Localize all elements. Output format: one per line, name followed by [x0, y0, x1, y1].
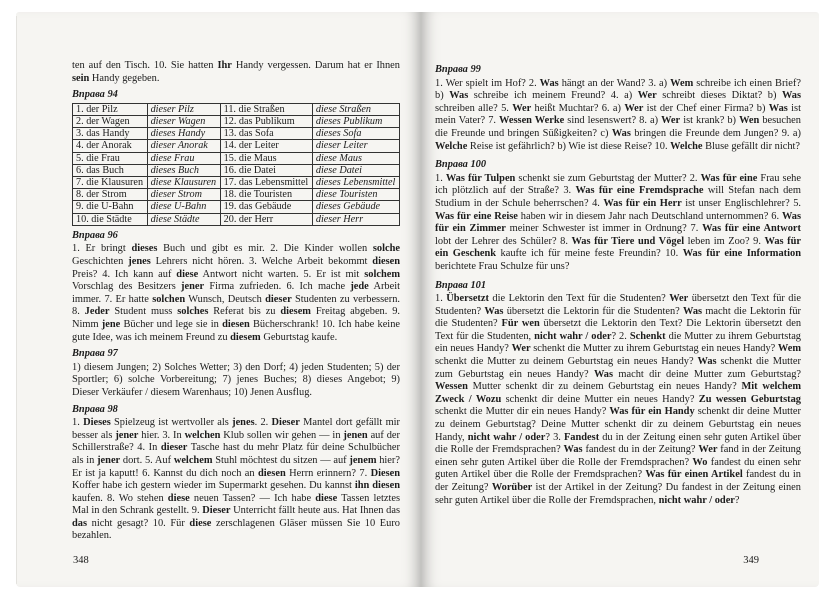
table-cell: 16. die Datei — [220, 164, 312, 176]
table-cell: dieses Publikum — [312, 115, 399, 127]
table-row — [73, 201, 400, 213]
paragraph-intro: ten auf den Tisch. 10. Sie hatten Ihr Handy vergessen. Darum hat er Ihnen sein Handy gegeben. — [72, 60, 400, 84]
exercise-94-title: Вправа 94 — [72, 89, 118, 101]
table-cell: 14. der Leiter — [220, 140, 312, 152]
bold-word: Was — [563, 444, 583, 456]
exercise-97-title: Вправа 97 — [72, 348, 118, 360]
bold-word: diese — [176, 268, 199, 280]
table-row — [73, 140, 400, 152]
bold-word: jenen — [343, 429, 368, 441]
table-cell: diese Touristen — [312, 189, 399, 201]
left-page-content — [72, 60, 400, 543]
bold-word: Was für eine Fremdsprache — [575, 185, 704, 197]
table-cell: dieser Wagen — [147, 115, 220, 127]
table-cell: 19. das Gebäude — [220, 201, 312, 213]
table-cell: 5. die Frau — [73, 152, 148, 164]
bold-word: Was für Tiere und Vögel — [571, 235, 685, 247]
bold-word: jenes — [128, 256, 151, 267]
bold-word: solche — [372, 243, 400, 255]
bold-word: jener — [115, 429, 139, 441]
table-cell: 7. die Klausuren — [73, 177, 148, 189]
bold-word: Wen — [739, 115, 760, 127]
right-page — [421, 12, 819, 587]
table-row — [73, 103, 400, 115]
table-row — [73, 152, 400, 164]
exercise-94-table — [72, 103, 400, 226]
table-cell: dieses Sofa — [312, 128, 399, 140]
bold-word: dieses — [131, 243, 158, 255]
bold-word: diese — [315, 492, 338, 504]
table-cell: dieser Herr — [312, 213, 399, 225]
bold-word: jenem — [349, 454, 377, 466]
bold-word: Wer — [661, 115, 681, 127]
bold-word: welchen — [184, 429, 221, 441]
bold-word: Was für ein Zimmer — [435, 210, 801, 235]
bold-word: Was — [449, 90, 469, 102]
table-cell: diese Klausuren — [147, 177, 220, 189]
bold-word: Was für eine Reise — [435, 210, 518, 222]
page-edge — [16, 16, 17, 584]
bold-word: Wer — [511, 343, 531, 355]
table-cell: 18. die Touristen — [220, 189, 312, 201]
bold-word: diese — [189, 517, 212, 529]
bold-word: sein — [72, 72, 90, 84]
bold-word: Welche — [435, 140, 468, 152]
bold-word: Was — [484, 305, 504, 317]
bold-word: jenes — [232, 417, 255, 429]
table-cell: dieses Handy — [147, 128, 220, 140]
table-row — [73, 115, 400, 127]
table-cell: dieses Buch — [147, 164, 220, 176]
exercise-96-text: 1. Er bringt dieses Buch und gibt es mir. 2. Die Kinder wollen solche Geschichten jenes Lehrers nicht hören. 3. Welche Arbeit bekommt diesen Preis? 4. Ich kann auf diese Antwort nicht warten. 5. Er ist mit solchem Vorschlag des Besitzers jener Firma zufrieden. 6. Ich mache jede Arbeit immer. 7. Er hatte solchen Wunsch, Deutsch dieser Studenten zu verbessern. 8. Jeder Student muss solches Referat bis zu diesem Freitag abgeben. 9. Nimm jene Bücher und lege sie in diesen Bücherschrank! 10. Ich habe keine gute Idee, was ich meinem Freund zu diesem Geburtstag kaufe. — [72, 243, 401, 343]
bold-word: Was — [593, 368, 614, 380]
exercise-97-text: 1) diesem Jungen; 2) Solches Wetter; 3) den Dorf; 4) jeden Studenten; 5) der Sportler; 6) solche Vorbereitung; 7) jenes Buches; 8) dieses Angebot; 9) Dieser Verkäufer / diesem Warenhaus; 10) Jenen Ausflug. — [72, 361, 400, 398]
bold-word: Jeder — [84, 306, 110, 318]
table-row — [73, 213, 400, 225]
bold-word: Wer — [698, 444, 718, 456]
bold-word: Dieser — [202, 505, 231, 517]
bold-word: Was für ein Handy — [609, 406, 695, 418]
bold-word: Dieser — [271, 417, 300, 429]
exercise-99-title: Вправа 99 — [435, 64, 481, 75]
bold-word: Was — [781, 90, 802, 102]
table-cell: 12. das Publikum — [220, 115, 312, 127]
table-cell: dieser Anorak — [147, 140, 220, 152]
bold-word: jener — [181, 281, 205, 293]
bold-word: diesen — [372, 256, 401, 267]
bold-word: dieser — [265, 293, 292, 305]
bold-word: nicht wahr / oder — [534, 330, 612, 342]
bold-word: jene — [101, 318, 121, 330]
exercise-98-text: 1. Dieses Spielzeug ist wertvoller als jenes. 2. Dieser Mantel dort gefällt mir besser als jener hier. 3. In welchen Klub sollen wir gehen — in jenen auf der Schillerstraße? 4. In dieser Tasche hast du mehr Platz für deine Schulbücher als in jener dort. 5. Auf welchem Stuhl möchtest du sitzen — auf jenem hier? Er ist ja kaputt! 6. Kannst du dich noch an diesen Herrn erinnern? 7. Diesen Koffer habe ich gestern wieder im Supermarkt gesehen. Du kannst ihn diesen kaufen. 8. Wo stehen diese neuen Tassen? — Ich habe diese Tassen letztes Mal in den Schrank gestellt. 9. Dieser Unterricht fällt heute aus. Hat Ihnen das das nicht gesagt? 10. Für diese zerschlagenen Gläser müssen Sie 10 Euro bezahlen. — [72, 417, 401, 542]
exercise-101-title: Вправа 101 — [435, 279, 487, 291]
bold-word: solchen — [152, 293, 186, 305]
bold-word: Was für eine Antwort — [702, 223, 802, 235]
bold-word: Was für ein Herr — [603, 197, 682, 209]
table-cell: dieser Strom — [147, 189, 220, 201]
bold-word: Dieses — [83, 417, 111, 429]
bold-word: Was — [539, 77, 559, 89]
page-number-right: 349 — [743, 555, 759, 566]
table-cell: 4. der Anorak — [73, 140, 148, 152]
bold-word: solchem — [364, 268, 400, 280]
table-cell: diese Frau — [147, 152, 220, 164]
bold-word: Was — [768, 102, 788, 114]
bold-word: Was — [697, 356, 717, 368]
bold-word: dieser — [160, 442, 188, 454]
bold-word: jede — [350, 281, 369, 293]
table-cell: 13. das Sofa — [220, 128, 312, 140]
table-cell: 10. die Städte — [73, 213, 148, 225]
bold-word: ihn diesen — [354, 480, 400, 492]
bold-word: Fandest — [563, 431, 600, 443]
bold-word: Was für Tulpen — [445, 172, 516, 184]
table-cell: 2. der Wagen — [73, 115, 148, 127]
bold-word: diesem — [280, 306, 311, 318]
bold-word: solches — [177, 306, 209, 318]
bold-word: Diesen — [370, 467, 400, 479]
bold-word: Wem — [670, 77, 694, 89]
page-number-left: 348 — [73, 555, 89, 566]
bold-word: Worüber — [491, 482, 533, 493]
bold-word: diesen — [222, 318, 250, 330]
bold-word: Wem — [777, 343, 801, 355]
table-cell: diese Städte — [147, 213, 220, 225]
bold-word: Zu wessen Geburtstag — [698, 393, 802, 405]
table-cell: 3. das Handy — [73, 128, 148, 140]
bold-word: Was — [611, 127, 631, 139]
table-cell: 9. die U-Bahn — [73, 201, 148, 213]
table-cell: dieser Pilz — [147, 103, 220, 115]
table-row — [73, 164, 400, 176]
bold-word: Wer — [512, 102, 532, 114]
bold-word: nicht wahr / oder — [658, 494, 735, 506]
bold-word: diesen — [258, 467, 286, 479]
table-cell: diese U-Bahn — [147, 201, 220, 213]
table-cell: dieser Leiter — [312, 140, 399, 152]
bold-word: Mit welchem Zweck / Wozu — [435, 381, 801, 405]
bold-word: Schenkt — [629, 330, 666, 342]
exercise-98-title: Вправа 98 — [72, 403, 118, 415]
bold-word: Was für eine Information — [682, 248, 801, 260]
left-page — [16, 12, 421, 587]
bold-word: diesem — [230, 331, 261, 343]
bold-word: diese — [167, 492, 190, 504]
table-cell: diese Straßen — [312, 103, 399, 115]
bold-word: Übersetzt — [446, 293, 489, 305]
table-cell: 1. der Pilz — [73, 103, 148, 115]
bold-word: Was für einen Artikel — [645, 469, 743, 481]
open-book — [16, 12, 822, 594]
table-row — [73, 189, 400, 201]
table-cell: dieses Gebäude — [312, 201, 399, 213]
bold-word: Wo — [692, 456, 708, 468]
table-cell: diese Datei — [312, 164, 399, 176]
table-row — [73, 128, 400, 140]
bold-word: Für wen — [501, 318, 540, 330]
bold-word: Wer — [669, 293, 689, 305]
bold-word: Wer — [624, 102, 644, 114]
right-page-content — [435, 64, 801, 507]
bold-word: Wessen Werke — [499, 115, 565, 127]
table-cell: diese Maus — [312, 152, 399, 164]
bold-word: jener — [97, 454, 121, 466]
bold-word: welchem — [173, 454, 213, 466]
exercise-96-title: Вправа 96 — [72, 229, 118, 241]
bold-word: Welche — [670, 140, 703, 152]
table-cell: 17. das Lebensmittel — [220, 177, 312, 189]
exercise-99-text: 1. Wer spielt im Hof? 2. Was hängt an der Wand? 3. a) Wem schreibe ich einen Brief? b) Was schreibe ich meinem Freund? 4. a) Wer schreibt dieses Diktat? b) Was schreiben alle? 5. Wer heißt Muchtar? 6. a) Wer ist der Chef einer Firma? b) Was ist mein Vater? 7. Wessen Werke sind lesenswert? 8. a) Wer ist krank? b) Wen besuchen die Freunde und bringen Süßigkeiten? c) Was bringen die Freunde dem Jungen? 9. a) Welche Reise ist gefährlich? b) Wie ist diese Reise? 10. Welche Bluse gefällt dir nicht? — [435, 77, 802, 152]
table-row — [73, 177, 400, 189]
bold-word: Wer — [637, 90, 657, 102]
bold-word: Was — [683, 305, 703, 317]
table-cell: 20. der Herr — [220, 213, 312, 225]
bold-word: Was für eine — [700, 172, 758, 184]
exercise-100-title: Вправа 100 — [435, 159, 487, 171]
table-cell: 15. die Maus — [220, 152, 312, 164]
bold-word: Was für ein Geschenk — [435, 235, 801, 260]
table-cell: 6. das Buch — [73, 164, 148, 176]
table-cell: 8. der Strom — [73, 189, 148, 201]
bold-word: Ihr — [217, 60, 232, 71]
bold-word: das — [72, 517, 88, 529]
exercise-100-text: 1. Was für Tulpen schenkt sie zum Geburtstag der Mutter? 2. Was für eine Frau sehe ich plötzlich auf der Straße? 3. Was für eine Fremdsprache will Stefan nach dem Studium in der Schule beherrschen? 4. Was für ein Herr ist unser Englischlehrer? 5. Was für eine Reise haben wir in diesem Jahr nach Deutschland unternommen? 6. Was für ein Zimmer meiner Schwester ist immer in Ordnung? 7. Was für eine Antwort lobt der Lehrer des Schüler? 8. Was für Tiere und Vögel leben im Zoo? 9. Was für ein Geschenk kaufte ich für meine feste Freundin? 10. Was für eine Information berichtete Frau Schulze für uns? — [435, 172, 802, 272]
bold-word: nicht wahr / oder — [467, 431, 546, 443]
table-cell: 11. die Straßen — [220, 103, 312, 115]
table-cell: dieses Lebensmittel — [312, 177, 399, 189]
exercise-101-text: 1. Übersetzt die Lektorin den Text für die Studenten? Wer übersetzt den Text für die Studenten? Was übersetzt die Lektorin für die Studenten? Was macht die Lektorin für die Studenten? Für wen übersetzt die Lektorin den Text? Die Lektorin übersetzt den Text für die Studenten, nicht wahr / oder? 2. Schenkt die Mutter zu ihrem Geburtstag ein neues Handy? Wer schenkt die Mutter zu ihrem Geburtstag ein neues Handy? Wem schenkt die Mutter zu deinem Geburtstag ein neues Handy? Was schenkt die Mutter zum Geburtstag ein neues Handy? Was macht dir deine Mutter zum Geburtstag? Wessen Mutter schenkt dir zu deinem Geburtstag ein neues Handy? Mit welchem Zweck / Wozu schenkt dir deine Mutter ein neues Handy? Zu wessen Geburtstag schenkt die Mutter dir ein neues Handy? Was für ein Handy schenkt dir deine Mutter zu deinem Geburtstag? Deine Mutter schenkt dir zu deinem Geburtstag ein neues Handy, nicht wahr / oder? 3. Fandest du in der Zeitung einen sehr guten Artikel über die Rolle der Fremdsprachen? Was fandest du in der Zeitung? Wer fand in der Zeitung einen sehr guten Artikel über die Rolle der Fremdsprachen? Wo fandest du einen sehr guten Artikel über die Rolle der Fremdsprachen? Was für einen Artikel fandest du in der Zeitung? Worüber ist der Artikel in der Zeitung? Du fandest in der Zeitung einen sehr guten Artikel über die Rolle der Fremdsprachen, nicht wahr / oder? — [435, 293, 802, 506]
bold-word: Wessen — [435, 381, 468, 393]
